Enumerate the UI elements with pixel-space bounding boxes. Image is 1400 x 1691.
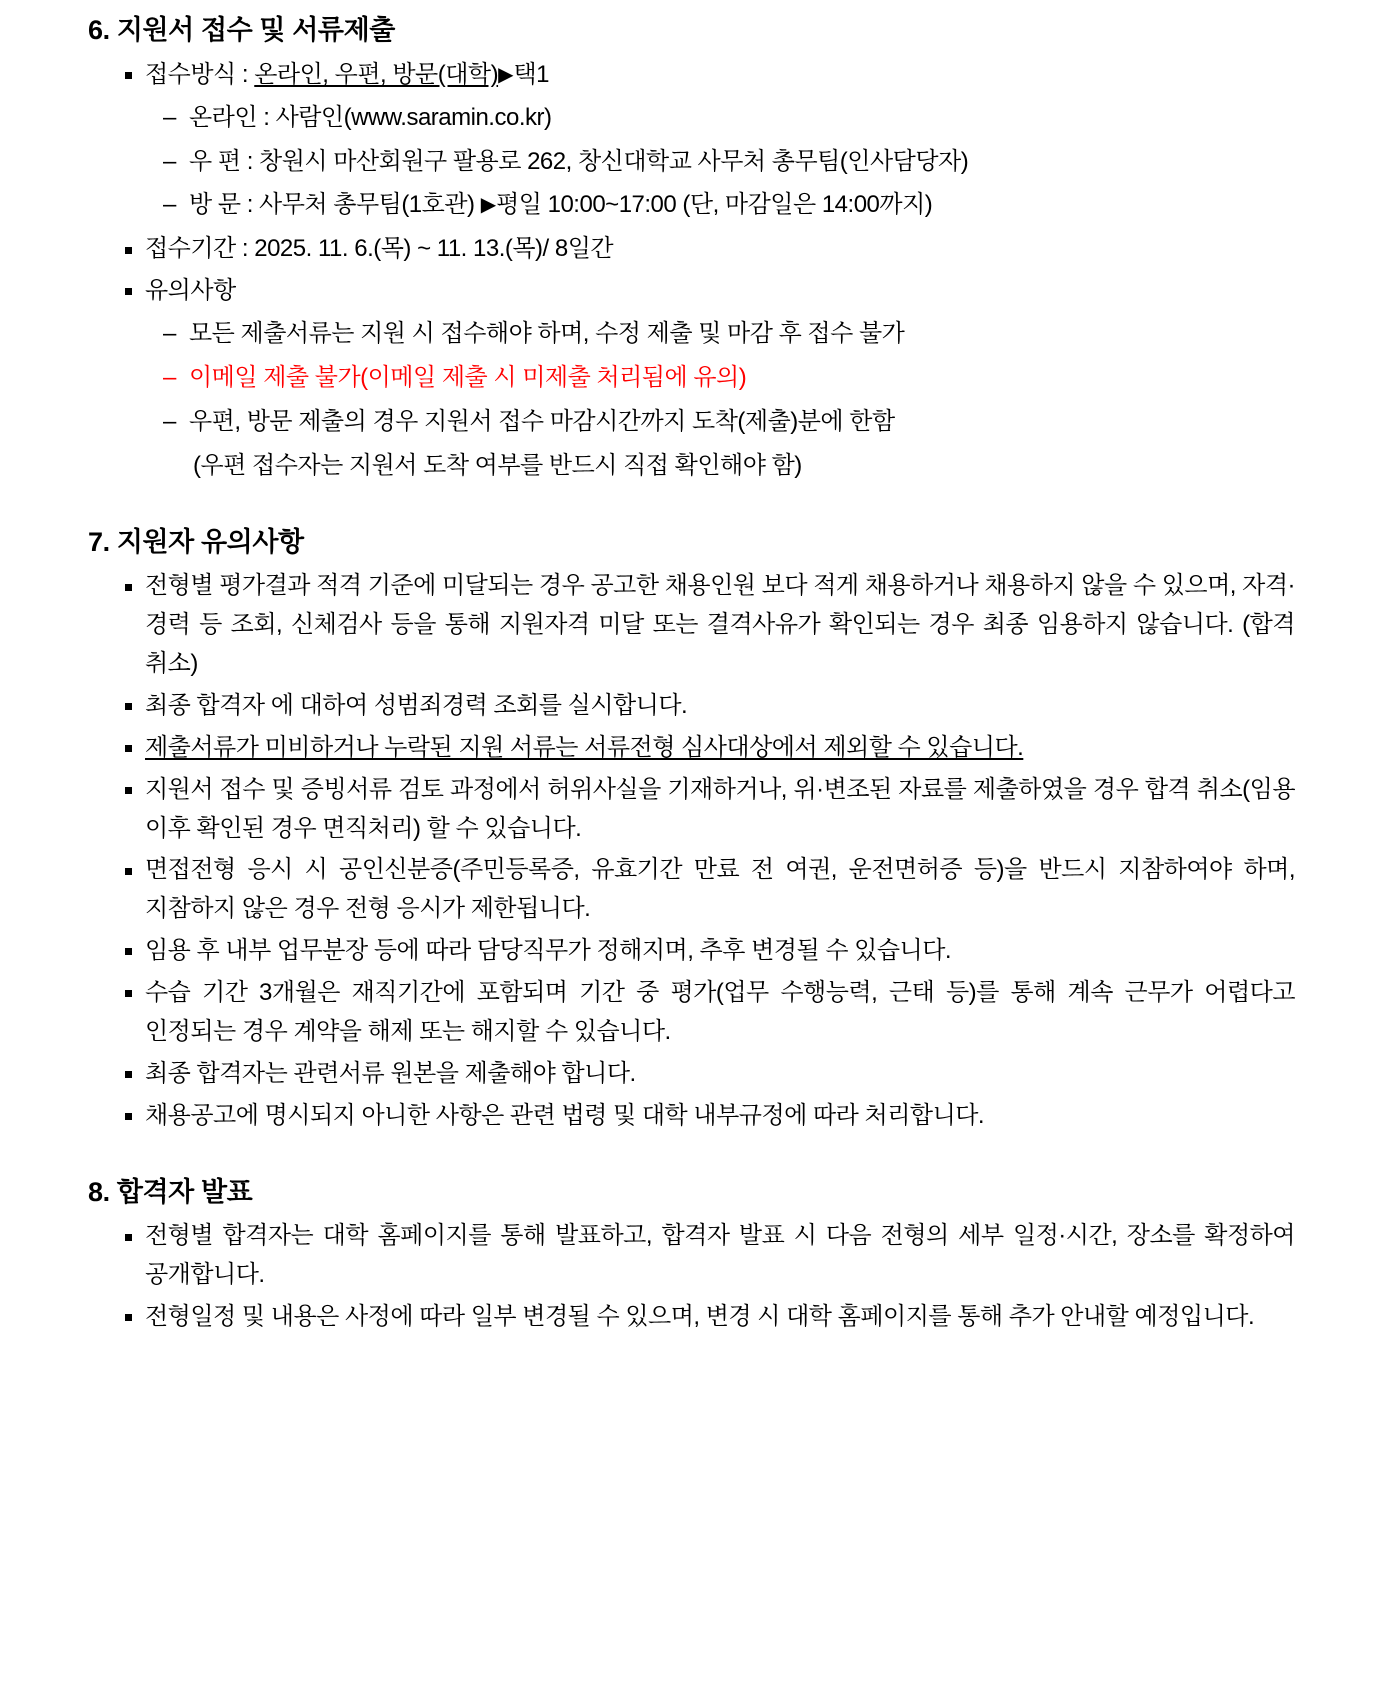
list-item-text: 전형별 합격자는 대학 홈페이지를 통해 발표하고, 합격자 발표 시 다음 전형의 세부 일정·시간, 장소를 확정하여 공개합니다. [145,1222,1295,1289]
triangle-marker-icon: ▶ [480,194,497,217]
section-6 [88,14,1295,486]
apply-post-value: 창원시 마산회원구 팔용로 262, 창신대학교 사무처 총무팀(인사담당자) [259,147,969,175]
list-item [123,1298,1295,1337]
section-6-heading: 6. 지원서 접수 및 서류제출 [88,15,395,45]
apply-visit-label: 방 문 : [189,191,260,219]
list-item-text: 채용공고에 명시되지 아니한 사항은 관련 법령 및 대학 내부규정에 따라 처리합니다. [145,1101,985,1129]
list-item-text: 전형일정 및 내용은 사정에 따라 일부 변경될 수 있으며, 변경 시 대학 홈페이지를 통해 추가 안내할 예정입니다. [145,1303,1255,1330]
list-item [123,932,1295,971]
notice-label: 유의사항 [145,277,236,305]
list-item [123,1217,1295,1295]
section-7-list [88,567,1295,1135]
list-item-text: 전형별 평가결과 적격 기준에 미달되는 경우 공고한 채용인원 보다 적게 채용하거나 채용하지 않을 수 있으며, 자격·경력 등 조회, 신체검사 등을 통해 지원자격 미달 또는 결격사유가 확인되는 경우 최종 임용하지 않습니다. (합격 취소) [145,572,1295,677]
notice-item [123,272,1295,485]
notice-item-3: – 우편, 방문 제출의 경우 지원서 접수 마감시간까지 도착(제출)분에 한함 [163,403,1295,442]
apply-method-suffix: 택1 [513,60,549,88]
list-item-text: 최종 합격자는 관련서류 원본을 제출해야 합니다. [145,1059,636,1087]
apply-method-label: 접수방식 : [145,60,255,88]
list-item [123,974,1295,1052]
apply-visit-hours: 평일 10:00~17:00 (단, 마감일은 14:00까지) [496,191,933,219]
notice-sublist [145,315,1295,486]
apply-online-item [163,99,1295,138]
list-item [123,1055,1295,1094]
apply-visit-item [163,186,1295,225]
apply-online-value: 사람인(www.saramin.co.kr) [275,103,552,131]
list-item-text: 수습 기간 3개월은 재직기간에 포함되며 기간 중 평가(업무 수행능력, 근태 등)를 통해 계속 근무가 어렵다고 인정되는 경우 계약을 해제 또는 해지할 수 있습니다. [145,979,1295,1045]
list-item-text: 지원서 접수 및 증빙서류 검토 과정에서 허위사실을 기재하거나, 위·변조된 자료를 제출하였을 경우 합격 취소(임용 이후 확인된 경우 면직처리) 할 수 있습니다. [145,775,1295,842]
list-item-text: 제출서류가 미비하거나 누락된 지원 서류는 서류전형 심사대상에서 제외할 수 있습니다. [145,733,1024,761]
list-item [123,851,1295,929]
section-7 [88,526,1295,1136]
apply-online-label: 온라인 : [189,103,276,131]
section-7-heading: 7. 지원자 유의사항 [88,526,304,557]
list-item-text: 최종 합격자 에 대하여 성범죄경력 조회를 실시합니다. [145,691,688,719]
list-item [123,687,1295,726]
section-6-list [88,56,1295,486]
list-item [123,729,1295,768]
apply-method-sublist [145,99,1295,226]
notice-item-3-continuation: (우편 접수자는 지원서 도착 여부를 반드시 직접 확인해야 함) [193,451,802,479]
list-item [123,1097,1295,1136]
apply-period-item: 접수기간 : 2025. 11. 6.(목) ~ 11. 13.(목)/ 8일간 [123,230,1295,269]
section-8-list [88,1217,1295,1337]
triangle-marker-icon: ▶ [498,63,514,86]
apply-method-item [123,56,1295,226]
section-8 [88,1176,1295,1337]
section-8-heading: 8. 합격자 발표 [88,1176,253,1207]
apply-post-label: 우 편 : [189,147,260,175]
list-item [123,567,1295,684]
apply-post-item [163,143,1295,182]
list-item-text: 면접전형 응시 시 공인신분증(주민등록증, 유효기간 만료 전 여권, 운전면허증 등)을 반드시 지참하여야 하며, 지참하지 않은 경우 전형 응시가 제한됩니다. [145,856,1295,923]
notice-item-2-warning: – 이메일 제출 불가(이메일 제출 시 미제출 처리됨에 유의) [163,359,1295,398]
apply-visit-location: 사무처 총무팀(1호관) [259,191,481,219]
list-item-text: 임용 후 내부 업무분장 등에 따라 담당직무가 정해지며, 추후 변경될 수 있습니다. [145,937,952,965]
apply-method-value: 온라인, 우편, 방문(대학) [254,60,499,88]
notice-item-1: – 모든 제출서류는 지원 시 접수해야 하며, 수정 제출 및 마감 후 접수 불가 [163,315,1295,354]
list-item [123,771,1295,849]
